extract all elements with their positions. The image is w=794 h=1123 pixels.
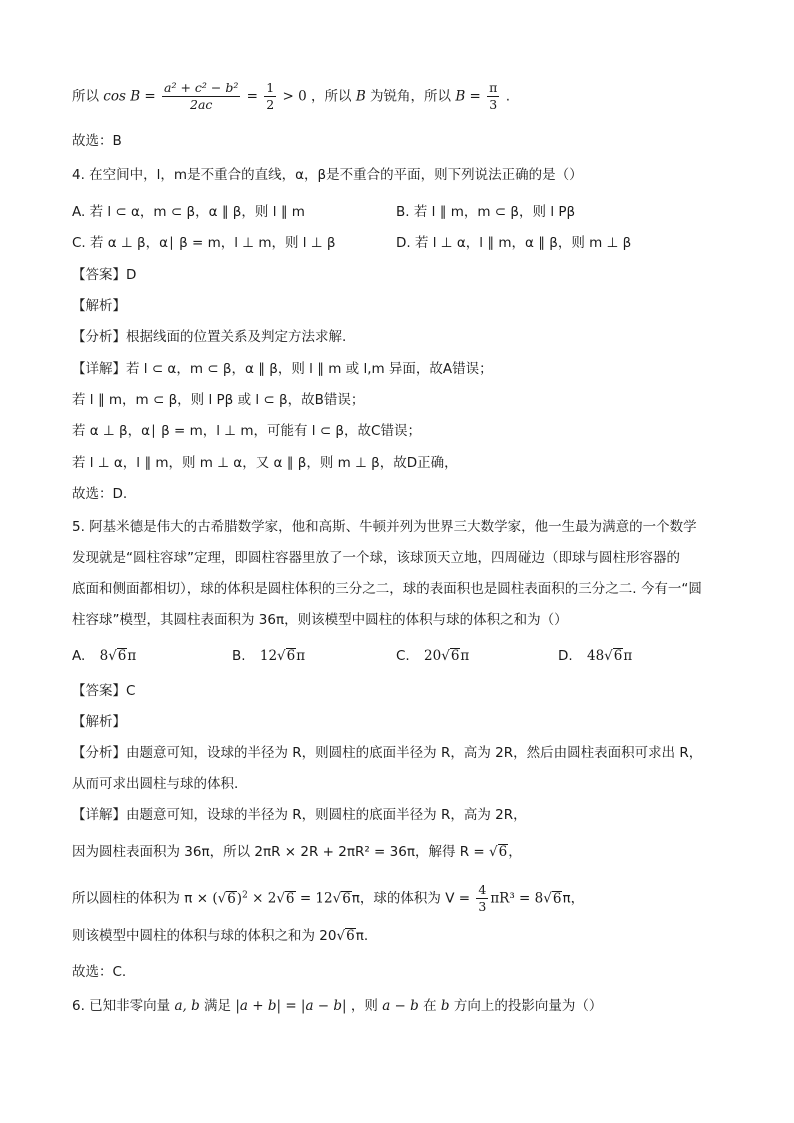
radicand: 6 — [552, 890, 562, 907]
option-label: A. — [72, 648, 86, 664]
q4-option-a: A. 若 l ⊂ α，m ⊂ β，α ∥ β，则 l ∥ m — [72, 204, 305, 220]
option-label: C. — [396, 648, 410, 664]
q5-detail-3: 所以圆柱的体积为 $\pi \times (√6)^2 \times 2√6 = 12√6\pi$，球的体积为 V = $\frac{4}{3}$ πR³ = 8√6π， — [72, 882, 585, 914]
half-denominator: 2 — [266, 97, 275, 112]
pi-period: π. — [355, 928, 369, 944]
q6-text: ，则 — [350, 998, 378, 1014]
pi-symbol: π — [296, 648, 306, 664]
radicand: 6 — [117, 648, 127, 664]
q4-final: 故选：D. — [72, 486, 128, 502]
detail-text: 则该模型中圆柱的体积与球的体积之和为 20 — [72, 928, 337, 944]
option-coefficient: 48 — [586, 648, 605, 664]
q6-text: 方向上的投影向量为（） — [453, 998, 603, 1014]
q5-option-c: C. 20√6π — [396, 648, 470, 664]
option-coefficient: 12 — [259, 648, 278, 664]
q5-stem-1: 5. 阿基米德是伟大的古希腊数学家，他和高斯、牛顿并列为世界三大数学家，他一生最为满意的一个数学 — [72, 519, 697, 535]
times-two: × 2 — [252, 890, 277, 907]
text-prefix: 所以 — [72, 88, 99, 105]
q5-fenxi-2: 从而可求出圆柱与球的体积. — [72, 776, 239, 792]
pi-comma: π， — [562, 890, 585, 907]
q4-option-b: B. 若 l ∥ m，m ⊂ β，则 l Pβ — [396, 204, 576, 220]
q5-detail-1: 【详解】由题意可知，设球的半径为 R，则圆柱的底面半径为 R，高为 2R， — [72, 807, 527, 823]
vector-b: b — [440, 998, 450, 1014]
pi-symbol: π — [460, 648, 470, 664]
q4-fenxi: 【分析】根据线面的位置关系及判定方法求解. — [72, 329, 347, 345]
vectors-a-b: a, b — [174, 998, 200, 1014]
q5-option-d: D. 48√6π — [558, 648, 633, 664]
q5-option-b: B. 12√6π — [232, 648, 306, 664]
period: . — [505, 88, 510, 105]
q6-text: 在 — [423, 998, 437, 1014]
text-mid: ，所以 — [311, 88, 352, 105]
three-denominator: 3 — [478, 899, 487, 914]
equals-twelve: = 12 — [299, 890, 333, 907]
q5-stem-4: 柱容球”模型，其圆柱表面积为 36π，则该模型中圆柱的体积与球的体积之和为（） — [72, 612, 568, 628]
equals-sign: = — [246, 88, 258, 105]
pi-denominator: 3 — [489, 97, 498, 112]
vector-difference: a − b — [382, 998, 419, 1014]
detail-text: 因为圆柱表面积为 36π，所以 2πR × 2R + 2πR² = 36π，解得 R = — [72, 844, 485, 860]
q4-detail-2: 若 l ∥ m，m ⊂ β，则 l Pβ 或 l ⊂ β，故B错误； — [72, 392, 365, 408]
half-numerator: 1 — [266, 80, 275, 95]
q5-analysis-heading: 【解析】 — [72, 714, 126, 730]
option-coefficient: 20 — [424, 648, 442, 664]
greater-than-zero: > 0 — [282, 88, 307, 105]
q4-detail-3: 若 α ⊥ β，α∣ β = m，l ⊥ m，可能有 l ⊂ β，故C错误； — [72, 423, 421, 439]
q4-answer: 【答案】D — [72, 267, 137, 283]
q6-text: 满足 — [204, 998, 232, 1014]
cosine-fraction — [162, 80, 240, 113]
q5-option-a: A. 8√6π — [72, 648, 137, 664]
q4-stem: 4. 在空间中，l，m是不重合的直线，α，β是不重合的平面，则下列说法正确的是（） — [72, 167, 583, 183]
q5-fenxi-1: 【分析】由题意可知，设球的半径为 R，则圆柱的底面半径为 R，高为 2R，然后由圆柱表面积可求出 R， — [72, 745, 703, 761]
pi-symbol: π — [127, 648, 137, 664]
text-acute: 为锐角，所以 — [370, 88, 452, 105]
q5-detail-2: 因为圆柱表面积为 36π，所以 2πR × 2R + 2πR² = 36π，解得 R = √6， — [72, 844, 522, 860]
radicand: 6 — [285, 890, 295, 907]
half-fraction — [264, 80, 276, 113]
four-thirds-fraction — [476, 882, 488, 915]
q4-analysis-heading: 【解析】 — [72, 298, 126, 314]
pi-third-fraction — [487, 80, 499, 113]
radicand: 6 — [450, 648, 460, 664]
radicand: 6 — [342, 890, 351, 907]
q4-detail-1: 【详解】若 l ⊂ α，m ⊂ β，α ∥ β，则 l ∥ m 或 l,m 异面，故A错误； — [72, 361, 493, 377]
pi-symbol: π — [623, 648, 633, 664]
q6-stem — [72, 996, 602, 1016]
cosine-conclusion-line — [72, 80, 510, 113]
q4-option-c: C. 若 α ⊥ β，α∣ β = m，l ⊥ m，则 l ⊥ β — [72, 235, 336, 251]
q6-text: 6. 已知非零向量 — [72, 998, 171, 1014]
angle-b: B — [355, 88, 366, 105]
radicand: 6 — [346, 928, 355, 944]
q5-detail-4: 则该模型中圆柱的体积与球的体积之和为 20√6π. — [72, 928, 369, 944]
q5-stem-2: 发现就是“圆柱容球”定理，即圆柱容器里放了一个球，该球顶天立地，四周碰边（即球与圆柱形容器的 — [72, 550, 680, 566]
q5-answer: 【答案】C — [72, 683, 136, 699]
radicand: 6 — [613, 648, 623, 664]
option-label: B. — [232, 648, 246, 664]
answer-choice-line: 故选：B — [72, 133, 122, 149]
radicand: 6 — [286, 648, 296, 664]
detail-text: 所以圆柱的体积为 π × — [72, 890, 209, 907]
q4-option-d: D. 若 l ⊥ α，l ∥ m，α ∥ β，则 m ⊥ β — [396, 235, 632, 251]
angle-b-equals: B = — [455, 88, 481, 105]
sphere-volume-eq: πR³ = 8 — [490, 890, 544, 907]
cos-b-lhs: cos B = — [103, 88, 156, 105]
sphere-volume-text: π，球的体积为 V = — [351, 890, 471, 907]
fraction-denominator: 2ac — [190, 97, 213, 112]
q4-detail-4: 若 l ⊥ α，l ∥ m，则 m ⊥ α，又 α ∥ β，则 m ⊥ β，故D正确， — [72, 455, 458, 471]
pi-numerator: π — [489, 80, 498, 95]
option-label: D. — [558, 648, 573, 664]
vector-norm-condition: |a + b| = |a − b| — [235, 998, 347, 1014]
four-numerator: 4 — [478, 882, 487, 897]
q5-stem-3: 底面和侧面都相切），球的体积是圆柱体积的三分之二，球的表面积也是圆柱表面积的三分之二. 今有一“圆 — [72, 581, 702, 597]
radicand: 6 — [498, 844, 508, 860]
radicand: 6 — [227, 890, 236, 907]
option-coefficient: 8 — [99, 648, 109, 664]
fraction-numerator: a² + c² − b² — [164, 80, 239, 95]
q5-final: 故选：C. — [72, 964, 127, 980]
